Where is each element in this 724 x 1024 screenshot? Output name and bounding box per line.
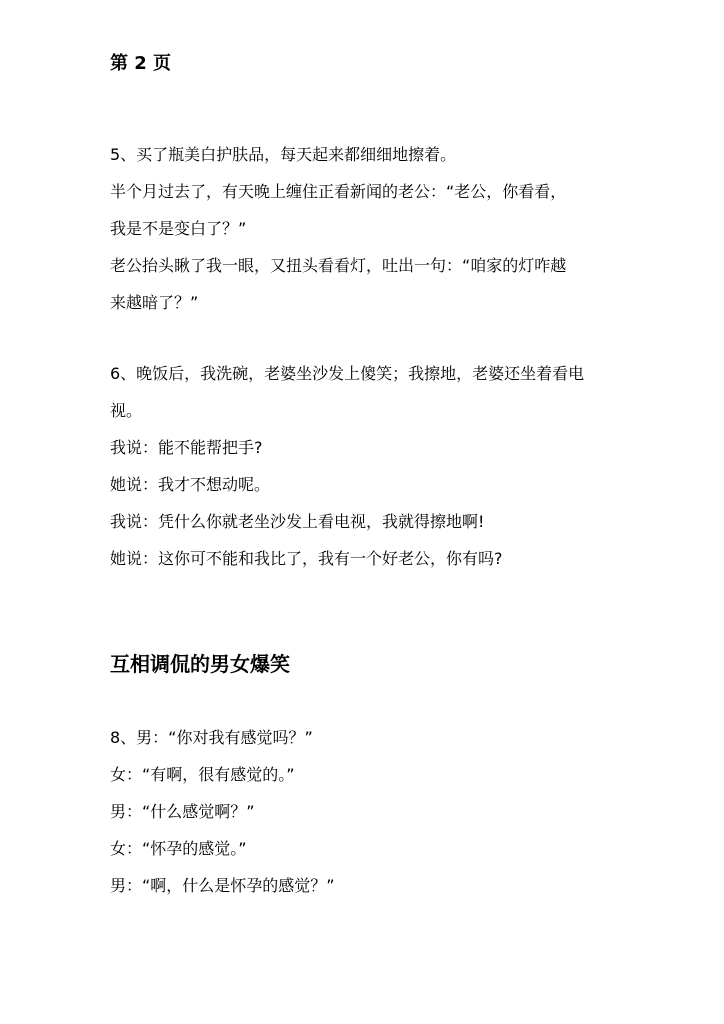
text-line: 6、晚饭后，我洗碗，老婆坐沙发上傻笑；我擦地，老婆还坐着看电 <box>110 364 585 383</box>
joke-6-paragraph <box>110 355 620 577</box>
text-line: 我是不是变白了？” <box>110 219 247 238</box>
text-line: 8、男：“你对我有感觉吗？” <box>110 728 313 747</box>
text-line: 男：“啊，什么是怀孕的感觉？” <box>110 876 335 895</box>
text-line: 男：“什么感觉啊？” <box>110 802 255 821</box>
page-number-label: 第 2 页 <box>110 53 172 74</box>
text-line: 5、买了瓶美白护肤品，每天起来都细细地擦着。 <box>110 145 457 164</box>
text-line: 老公抬头瞅了我一眼，又扭头看看灯，吐出一句：“咱家的灯咋越 <box>110 256 567 275</box>
text-line: 她说：我才不想动呢。 <box>110 475 271 494</box>
text-line: 我说：凭什么你就老坐沙发上看电视，我就得擦地啊! <box>110 512 485 531</box>
text-line: 女：“怀孕的感觉。” <box>110 839 247 858</box>
joke-5-paragraph <box>110 136 620 321</box>
section-heading: 互相调侃的男女爆笑 <box>110 652 290 676</box>
text-line: 她说：这你可不能和我比了，我有一个好老公，你有吗? <box>110 549 503 568</box>
text-line: 半个月过去了，有天晚上缠住正看新闻的老公：“老公，你看看， <box>110 182 567 201</box>
joke-8-paragraph <box>110 719 620 904</box>
text-line: 视。 <box>110 401 143 420</box>
text-line: 我说：能不能帮把手? <box>110 438 263 457</box>
text-line: 来越暗了？” <box>110 293 199 312</box>
text-line: 女：“有啊，很有感觉的。” <box>110 765 295 784</box>
